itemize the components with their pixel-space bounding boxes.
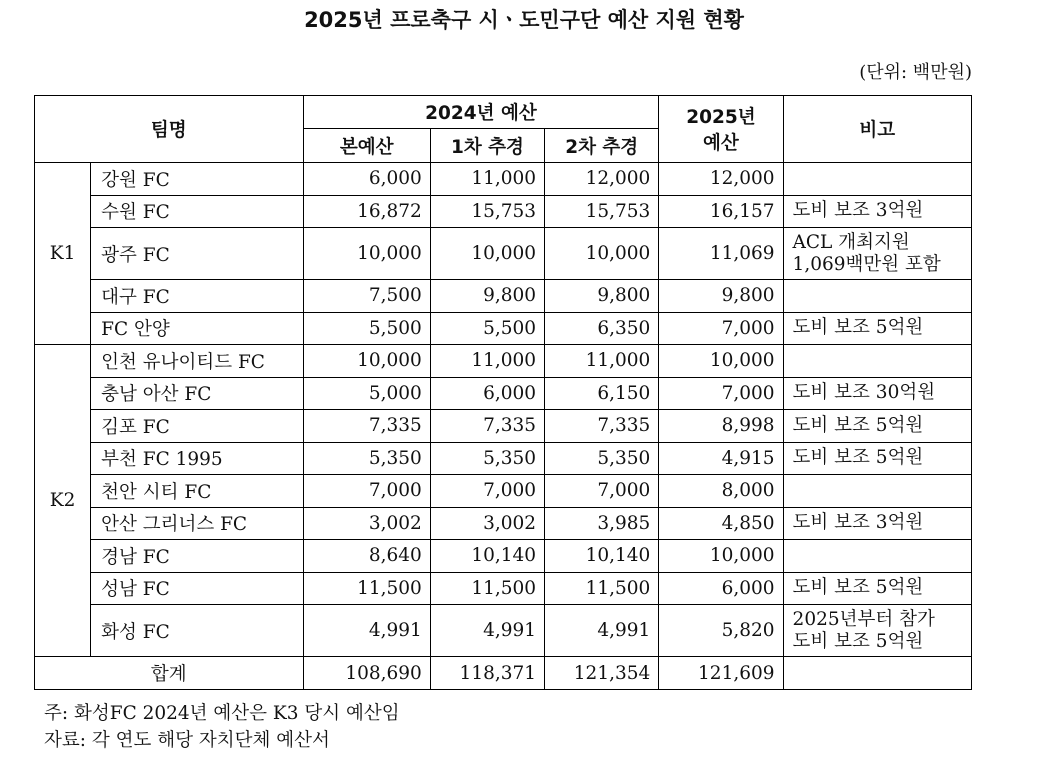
footnote: 주: 화성FC 2024년 예산은 K3 당시 예산임	[44, 703, 400, 724]
note-cell	[783, 540, 971, 573]
team-name: 화성 FC	[91, 605, 303, 657]
total-budget-2025: 121,609	[659, 657, 783, 690]
table-row	[35, 195, 972, 228]
budget-table	[34, 95, 972, 690]
main-budget-value: 10,000	[303, 228, 430, 280]
supp2-value: 7,000	[545, 475, 659, 508]
supp2-value: 11,000	[545, 345, 659, 378]
main-budget-value: 7,000	[303, 475, 430, 508]
table-row	[35, 540, 972, 573]
table-row	[35, 163, 972, 196]
note-cell	[783, 345, 971, 378]
supp1-value: 7,335	[430, 410, 544, 443]
supp2-value: 11,500	[545, 572, 659, 605]
header-team: 팀명	[35, 96, 304, 163]
table-row	[35, 345, 972, 378]
table-row	[35, 475, 972, 508]
team-name: 광주 FC	[91, 228, 303, 280]
header-budget-2024: 2024년 예산	[303, 96, 659, 129]
supp1-value: 10,000	[430, 228, 544, 280]
main-budget-value: 7,335	[303, 410, 430, 443]
header-main-budget: 본예산	[303, 129, 430, 163]
budget-2025-value: 16,157	[659, 195, 783, 228]
table-row	[35, 572, 972, 605]
supp1-value: 5,350	[430, 442, 544, 475]
supp2-value: 3,985	[545, 507, 659, 540]
header-budget-2025-line2: 예산	[703, 133, 739, 154]
note-cell	[783, 228, 971, 280]
team-name: 충남 아산 FC	[91, 377, 303, 410]
source-note: 자료: 각 연도 해당 자치단체 예산서	[44, 730, 330, 751]
header-supp2: 2차 추경	[545, 129, 659, 163]
note-line: 도비 보조 5억원	[792, 317, 924, 339]
note-cell	[783, 507, 971, 540]
team-name: 천안 시티 FC	[91, 475, 303, 508]
supp1-value: 3,002	[430, 507, 544, 540]
supp2-value: 6,350	[545, 312, 659, 345]
main-budget-value: 5,350	[303, 442, 430, 475]
supp2-value: 4,991	[545, 605, 659, 657]
budget-2025-value: 5,820	[659, 605, 783, 657]
team-name: 김포 FC	[91, 410, 303, 443]
budget-2025-value: 11,069	[659, 228, 783, 280]
note-line: ACL 개최지원	[792, 231, 910, 253]
header-note: 비고	[783, 96, 971, 163]
header-supp1: 1차 추경	[430, 129, 544, 163]
supp2-value: 12,000	[545, 163, 659, 196]
table-body	[35, 163, 972, 690]
table-row	[35, 312, 972, 345]
note-line: 도비 보조 30억원	[792, 382, 936, 404]
team-name: 부천 FC 1995	[91, 442, 303, 475]
supp1-value: 11,500	[430, 572, 544, 605]
note-cell	[783, 163, 971, 196]
note-line: 2025년부터 참가	[792, 608, 935, 630]
supp1-value: 9,800	[430, 280, 544, 313]
supp2-value: 6,150	[545, 377, 659, 410]
main-budget-value: 10,000	[303, 345, 430, 378]
total-main-budget: 108,690	[303, 657, 430, 690]
main-budget-value: 3,002	[303, 507, 430, 540]
team-name: 인천 유나이티드 FC	[91, 345, 303, 378]
budget-2025-value: 7,000	[659, 377, 783, 410]
total-supp2: 121,354	[545, 657, 659, 690]
note-cell	[783, 410, 971, 443]
supp2-value: 7,335	[545, 410, 659, 443]
note-cell	[783, 280, 971, 313]
total-supp1: 118,371	[430, 657, 544, 690]
note-cell	[783, 442, 971, 475]
budget-2025-value: 4,850	[659, 507, 783, 540]
total-row	[35, 657, 972, 690]
table-row	[35, 410, 972, 443]
team-name: 수원 FC	[91, 195, 303, 228]
supp1-value: 11,000	[430, 345, 544, 378]
supp1-value: 6,000	[430, 377, 544, 410]
supp1-value: 15,753	[430, 195, 544, 228]
supp2-value: 5,350	[545, 442, 659, 475]
unit-label: (단위: 백만원)	[859, 62, 972, 83]
main-budget-value: 11,500	[303, 572, 430, 605]
note-line: 1,069백만원 포함	[792, 253, 941, 275]
table-row	[35, 280, 972, 313]
budget-2025-value: 8,998	[659, 410, 783, 443]
team-name: FC 안양	[91, 312, 303, 345]
note-cell	[783, 605, 971, 657]
table-row	[35, 507, 972, 540]
supp1-value: 11,000	[430, 163, 544, 196]
team-name: 경남 FC	[91, 540, 303, 573]
budget-2025-value: 12,000	[659, 163, 783, 196]
team-name: 강원 FC	[91, 163, 303, 196]
league-label: K2	[35, 345, 91, 657]
note-line: 도비 보조 3억원	[792, 512, 924, 534]
note-line: 도비 보조 5억원	[792, 447, 924, 469]
budget-2025-value: 4,915	[659, 442, 783, 475]
supp2-value: 10,000	[545, 228, 659, 280]
note-line: 도비 보조 3억원	[792, 200, 924, 222]
note-cell	[783, 195, 971, 228]
budget-2025-value: 10,000	[659, 345, 783, 378]
main-budget-value: 8,640	[303, 540, 430, 573]
note-line: 도비 보조 5억원	[792, 414, 924, 436]
supp2-value: 9,800	[545, 280, 659, 313]
main-budget-value: 16,872	[303, 195, 430, 228]
budget-2025-value: 8,000	[659, 475, 783, 508]
team-name: 성남 FC	[91, 572, 303, 605]
main-budget-value: 7,500	[303, 280, 430, 313]
page-title: 2025년 프로축구 시ㆍ도민구단 예산 지원 현황	[304, 8, 744, 32]
supp2-value: 15,753	[545, 195, 659, 228]
table-row	[35, 377, 972, 410]
team-name: 대구 FC	[91, 280, 303, 313]
main-budget-value: 5,000	[303, 377, 430, 410]
header-budget-2025	[659, 96, 783, 163]
total-label: 합계	[35, 657, 304, 690]
note-cell	[783, 377, 971, 410]
budget-2025-value: 10,000	[659, 540, 783, 573]
supp1-value: 4,991	[430, 605, 544, 657]
table-row	[35, 228, 972, 280]
note-line: 도비 보조 5억원	[792, 630, 924, 652]
table-row	[35, 442, 972, 475]
budget-2025-value: 6,000	[659, 572, 783, 605]
note-cell	[783, 572, 971, 605]
supp1-value: 5,500	[430, 312, 544, 345]
note-cell	[783, 475, 971, 508]
supp1-value: 10,140	[430, 540, 544, 573]
supp1-value: 7,000	[430, 475, 544, 508]
table-row	[35, 605, 972, 657]
main-budget-value: 6,000	[303, 163, 430, 196]
total-note	[783, 657, 971, 690]
team-name: 안산 그리너스 FC	[91, 507, 303, 540]
header-budget-2025-line1: 2025년	[686, 107, 756, 128]
note-cell	[783, 312, 971, 345]
supp2-value: 10,140	[545, 540, 659, 573]
budget-2025-value: 7,000	[659, 312, 783, 345]
league-label: K1	[35, 163, 91, 345]
note-line: 도비 보조 5억원	[792, 577, 924, 599]
main-budget-value: 5,500	[303, 312, 430, 345]
budget-2025-value: 9,800	[659, 280, 783, 313]
main-budget-value: 4,991	[303, 605, 430, 657]
